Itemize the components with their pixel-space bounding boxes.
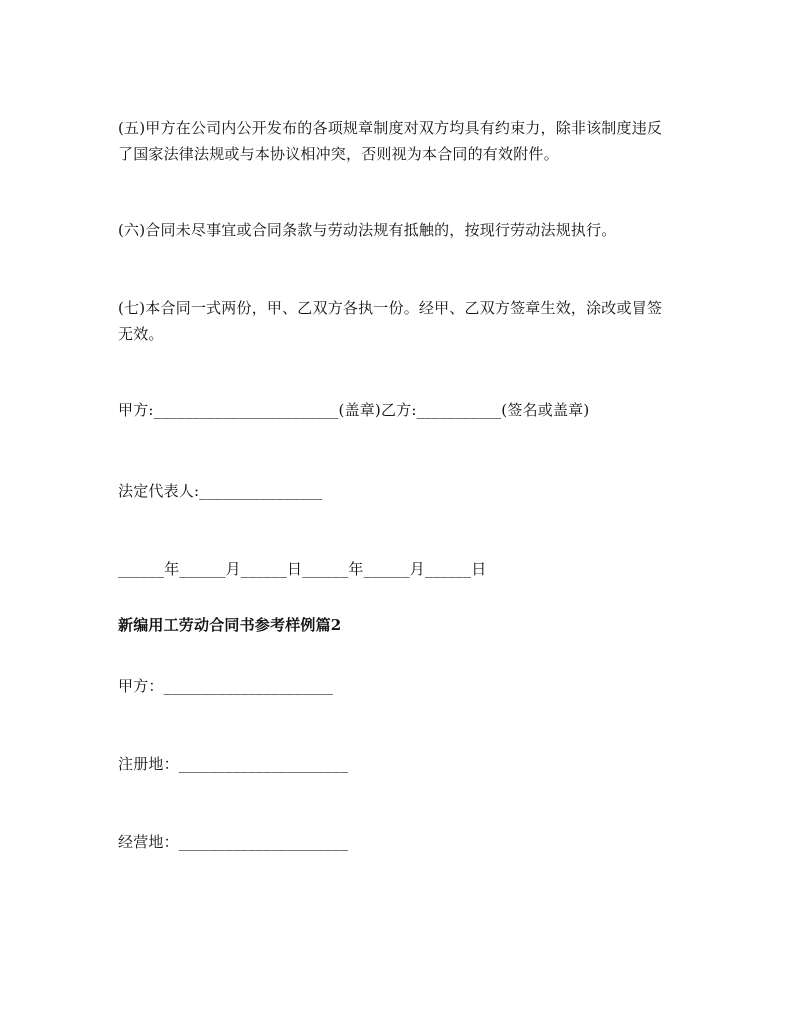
section-2-title: 新编用工劳动合同书参考样例篇2 xyxy=(118,616,342,634)
clause-7-line-1: (七)本合同一式两份，甲、乙双方各执一份。经甲、乙双方签章生效，涂改或冒签 xyxy=(118,299,663,317)
clause-6-line-1: (六)合同未尽事宜或合同条款与劳动法规有抵触的，按现行劳动法规执行。 xyxy=(118,221,617,239)
business-address-line: 经营地：______________________ xyxy=(118,833,349,851)
legal-representative-line: 法定代表人:________________ xyxy=(118,482,323,500)
registered-address-line: 注册地：______________________ xyxy=(118,755,349,773)
clause-7-line-2: 无效。 xyxy=(118,325,164,343)
party-a-line: 甲方：______________________ xyxy=(118,677,334,695)
signature-parties-line: 甲方:________________________(盖章)乙方:___________(签名或盖章) xyxy=(118,401,590,419)
clause-5-line-1: (五)甲方在公司内公开发布的各项规章制度对双方均具有约束力，除非该制度违反 xyxy=(118,119,663,137)
signature-dates-line: ______年______月______日______年______月______日 xyxy=(118,560,487,578)
clause-5-line-2: 了国家法律法规或与本协议相冲突，否则视为本合同的有效附件。 xyxy=(118,145,559,163)
